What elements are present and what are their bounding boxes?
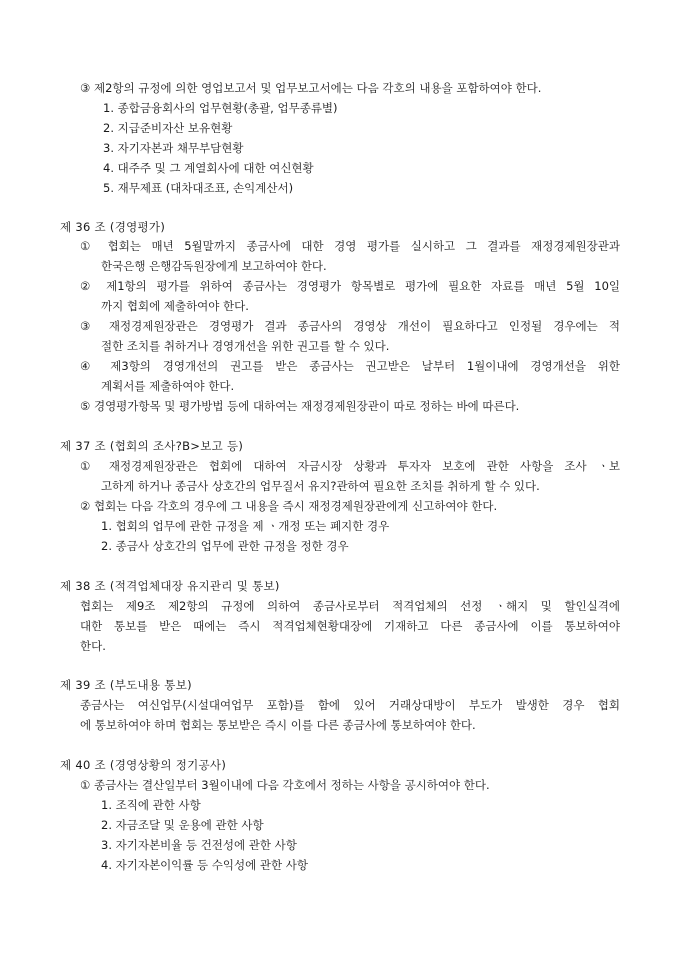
art40-heading: 제 40 조 (경영상황의 정기공사) (60, 758, 227, 772)
art35-item3-sub3: 3. 자기자본과 채무부담현황 (103, 141, 244, 155)
art39-line2: 에 통보하여야 하며 협회는 통보받은 즉시 이를 다른 종금사에 통보하여야 한다. (80, 718, 476, 732)
art36-item1-line1: ① 협회는 매년 5월말까지 종금사에 대한 경영 평가를 실시하고 그 결과를 재정경제원장관과 (80, 239, 620, 253)
art35-item3-sub1: 1. 종합금융회사의 업무현황(총괄, 업무종류별) (103, 101, 338, 115)
art36-heading: 제 36 조 (경영평가) (60, 220, 166, 234)
art36-item3-line1: ③ 재정경제원장관은 경영평가 결과 종금사의 경영상 개선이 필요하다고 인정될 경우에는 적 (80, 319, 620, 333)
art37-item2-sub2: 2. 종금사 상호간의 업무에 관한 규정을 정한 경우 (101, 539, 349, 553)
art40-item1-sub3: 3. 자기자본비율 등 건전성에 관한 사항 (101, 838, 297, 852)
art39-line1: 종금사는 여신업무(시설대여업무 포함)를 함에 있어 거래상대방이 부도가 발생한 경우 협회 (80, 698, 620, 712)
art40-item1-sub2: 2. 자금조달 및 운용에 관한 사항 (101, 818, 264, 832)
art37-heading: 제 37 조 (협회의 조사?B>보고 등) (60, 439, 244, 453)
art35-item3-sub2: 2. 지급준비자산 보유현황 (103, 121, 233, 135)
art38-line3: 한다. (80, 639, 106, 653)
art35-item3-line1: ③ 제2항의 규정에 의한 영업보고서 및 업무보고서에는 다음 각호의 내용을 포함하여야 한다. (80, 81, 542, 95)
art39-heading: 제 39 조 (부도내용 통보) (60, 678, 192, 692)
art35-item3-sub4: 4. 대주주 및 그 계열회사에 대한 여신현황 (103, 161, 314, 175)
art38-line2: 대한 통보를 받은 때에는 즉시 적격업체현황대장에 기재하고 다른 종금사에 이를 통보하여야 (80, 619, 620, 633)
art40-item1-line1: ① 종금사는 결산일부터 3월이내에 다음 각호에서 정하는 사항을 공시하여야 한다. (80, 778, 490, 792)
art38-line1: 협회는 제9조 제2항의 규정에 의하여 종금사로부터 적격업체의 선정 ㆍ해지 및 할인실격에 (80, 599, 620, 613)
art37-item1-line2: 고하게 하거나 종금사 상호간의 업무질서 유지?관하여 필요한 조치를 취하게 할 수 있다. (101, 479, 540, 493)
art36-item5-line1: ⑤ 경영평가항목 및 평가방법 등에 대하여는 재정경제원장관이 따로 정하는 바에 따른다. (80, 399, 520, 413)
art40-item1-sub4: 4. 자기자본이익률 등 수익성에 관한 사항 (101, 858, 308, 872)
art36-item4-line1: ④ 제3항의 경영개선의 권고를 받은 종금사는 권고받은 날부터 1월이내에 경영개선을 위한 (80, 359, 620, 373)
art36-item2-line1: ② 제1항의 평가를 위하여 종금사는 경영평가 항목별로 평가에 필요한 자료를 매년 5월 10일 (80, 279, 620, 293)
art36-item4-line2: 계획서를 제출하여야 한다. (101, 379, 235, 393)
art37-item1-line1: ① 재정경제원장관은 협회에 대하여 자금시장 상황과 투자자 보호에 관한 사항을 조사 ㆍ보 (80, 459, 620, 473)
art40-item1-sub1: 1. 조직에 관한 사항 (101, 798, 201, 812)
art38-heading: 제 38 조 (적격업체대장 유지관리 및 통보) (60, 579, 280, 593)
art37-item2-sub1: 1. 협회의 업무에 관한 규정을 제 ㆍ개정 또는 폐지한 경우 (101, 519, 390, 533)
art36-item1-line2: 한국은행 은행감독원장에게 보고하여야 한다. (101, 259, 327, 273)
art37-item2-line1: ② 협회는 다음 각호의 경우에 그 내용을 즉시 재정경제원장관에게 신고하여야 한다. (80, 499, 498, 513)
art35-item3-sub5: 5. 재무제표 (대차대조표, 손익계산서) (103, 181, 294, 195)
art36-item2-line2: 까지 협회에 제출하여야 한다. (101, 299, 249, 313)
art36-item3-line2: 절한 조치를 취하거나 경영개선을 위한 권고를 할 수 있다. (101, 339, 390, 353)
